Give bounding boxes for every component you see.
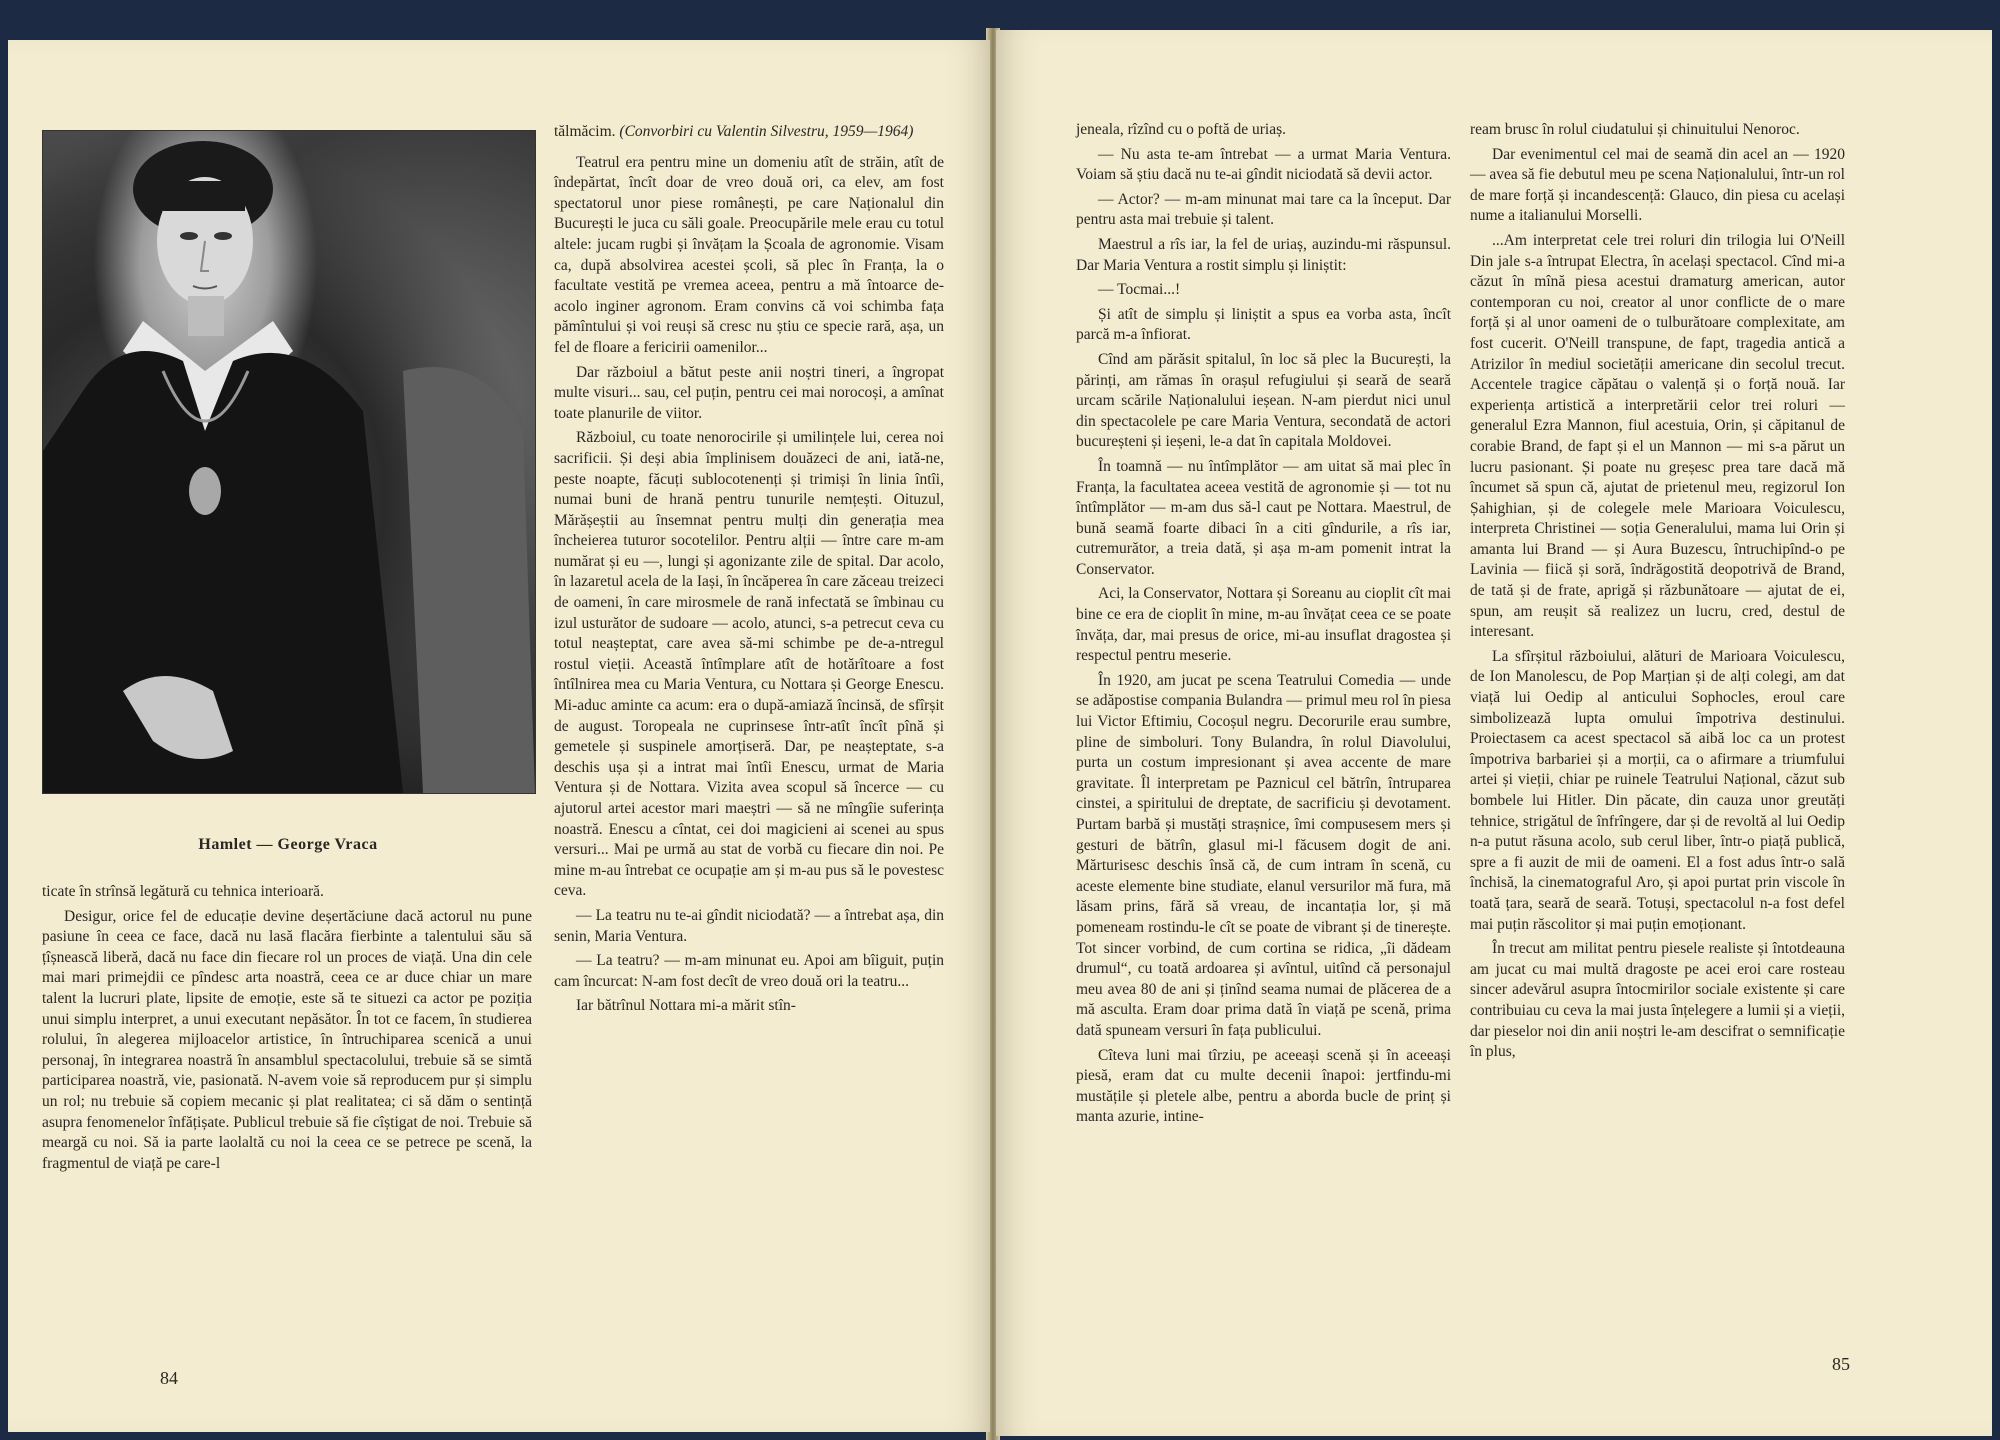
source-line: [554, 122, 944, 143]
photo-caption: Hamlet — George Vraca: [198, 836, 378, 853]
left-column-1: [42, 882, 532, 1178]
page-number-left: 84: [160, 1368, 178, 1388]
paragraph: Dar evenimentul cel mai de seamă din acel an — 1920 — avea să fie debutul meu pe scena Naționalului, într-un rol de mare forță și incandescență: Glauco, din piesa cu același nume a italianului Morselli.: [1470, 145, 1845, 225]
hamlet-portrait-photo: [42, 130, 536, 794]
paragraph: Aci, la Conservator, Nottara și Soreanu au cioplit cît mai bine ce era de cioplit în mine, m-au învățat ceea ce se poate învăța, dar, mai presus de orice, mi-au insuflat dragostea și respectul pentru meserie.: [1076, 585, 1451, 665]
paragraph: În 1920, am jucat pe scena Teatrului Comedia — unde se adăpostise compania Bulandra — primul meu rol în piesa lui Victor Eftimiu, Cocoșul negru. Decorurile erau sumbre, pline de simboluri. Tony Bulandra, în rolul Diavolului, purta un costum impresionant și avea accente de mare gravitate. Îl interpretam pe Paznicul cel bătrîn, întruparea cinstei, a spiritului de dreptate, de sacrificiu și devotament. Purtam barbă și mustăți strașnice, îmi compusesem mers și gesturi de bătrîn, glasul mi-l făcusem dogit de ani. Mărturisesc deschis însă că, de cum intram în scenă, cu aceste elemente bine studiate, elanul versurilor mă fura, mă lăsam prins, fără să vreau, de incantația lor, și mă pomeneam rostindu-le cît se poate de vibrant și de tinerește. Tot sincer vorbind, de cum cortina se ridica, „îi dădeam drumul“, cu toată ardoarea și avîntul, uitînd că personajul meu avea 80 de ani și ținînd seama numai de plăcerea de a mă asculta. Eram doar prima dată în viață pe scenă, prima dată spuneam versuri în fața publicului.: [1076, 671, 1451, 1039]
paragraph: Și atît de simplu și liniștit a spus ea vorba asta, încît parcă m-a înfiorat.: [1076, 305, 1451, 344]
paragraph: — Actor? — m-am minunat mai tare ca la început. Dar pentru asta mai trebuie și talent.: [1076, 190, 1451, 229]
paragraph: Teatrul era pentru mine un domeniu atît de străin, atît de îndepărtat, încît doar de vreo două ori, ca elev, am fost spectatorul unor piese românești, pe care Naționalul din București le juca cu săli goale. Preocupările mele erau cu totul altele: jucam rugbi și învățam la Școala de agronomie. Visam ca, după absolvirea acestei școli, să plec în Franța, la o facultate vestită pe vremea aceea, pentru a mă întoarce de-acolo inginer agronom. Eram convins că voi schimba fața pămîntului și voi reuși să cresc nu știu ce specie rară, așa, un fel de floare a fericirii oamenilor...: [554, 153, 944, 356]
paragraph: — Tocmai...!: [1098, 281, 1181, 299]
source-citation: (Convorbiri cu Valentin Silvestru, 1959—1964): [619, 123, 914, 140]
page-number-right: 85: [1832, 1354, 1850, 1374]
right-page: [996, 30, 1992, 1436]
paragraph: Maestrul a rîs iar, la fel de uriaș, auzindu-mi răspunsul. Dar Maria Ventura a rostit simplu și liniștit:: [1076, 235, 1451, 274]
paragraph: Războiul, cu toate nenorocirile și umilințele lui, cerea noi sacrificii. Și deși abia împlinisem douăzeci de ani, iată-ne, peste noapte, făcuți sublocotenenți și trimiși în linia întîi, numai buni de hrană pentru tunurile nemțești. Oituzul, Mărășeștii au însemnat pentru mulți din generația mea încheierea tuturor socotelilor. Pentru alții — între care m-am numărat și eu —, lungi și agonizante zile de spital. Dar acolo, în lazaretul acela de la Iași, în încăperea în care zăceau treizeci de oameni, în care mirosmele de rană infectată se îmbinau cu izul usturător de sudoare — acolo, atunci, s-a petrecut ceva cu totul neașteptat, care avea să-mi schimbe pe de-a-ntregul rostul vieții. Această întîmplare atît de hotărîtoare a fost întîlnirea mea cu Maria Ventura, cu Nottara și George Enescu. Mi-aduc aminte ca acum: era o după-amiază încinsă, de sfîrșit de august. Toropeala ne cuprinsese într-atît încît pînă și gemetele și suspinele amorțiseră. Dar, pe neașteptate, s-a deschis ușa și a intrat mai întîi Enescu, urmat de Maria Ventura și de Nottara. Vizita avea scopul să încerce — cu ajutorul artei acestor mari maeștri — să ne mîngîie suferința noastră. Enescu a cîntat, cei doi magicieni ai scenei au spus versuri... Mai pe urmă au stat de vorbă cu fiecare din noi. Pe mine m-au întrebat ce ocupație am și m-au pus să le povestesc ceva.: [554, 429, 944, 900]
left-page: [8, 40, 990, 1432]
paragraph: — Nu asta te-am întrebat — a urmat Maria Ventura. Voiam să știu dacă nu te-ai gîndit niciodată să devii actor.: [1076, 145, 1451, 184]
paragraph: ticate în strînsă legătură cu tehnica interioară.: [42, 883, 324, 900]
paragraph: Cîteva luni mai tîrziu, pe aceeași scenă și în aceeași piesă, eram dat cu multe decenii înapoi: jertfindu-mi mustățile și pletele albe, pentru a aborda bucle de prinț și manta azurie, intine-: [1076, 1046, 1451, 1126]
paragraph: — La teatru? — m-am minunat eu. Apoi am bîiguit, puțin cam încurcat: N-am fost decît de vreo două ori la teatru...: [554, 952, 944, 990]
paragraph: Iar bătrînul Nottara mi-a mărit stîn-: [576, 997, 796, 1015]
right-column-2: [1470, 120, 1845, 1067]
source-intro: tălmăcim.: [554, 123, 616, 140]
paragraph: Desigur, orice fel de educație devine deșertăciune dacă actorul nu pune pasiune în ceea ce face, dacă nu lasă flacăra fierbinte a talentului său să țîșnească liberă, dacă nu face din fiecare rol un proces de viață. Una din cele mai mari primejdii ce pîndesc arta noastră, ceea ce ar duce chiar un mare talent la lucruri plate, lipsite de emoție, este să te situezi ca actor pe poziția unui simplu interpret, a unui executant nepăsător. În tot ce facem, în studierea rolului, în alegerea mijloacelor artistice, în întruchiparea scenică a unui personaj, în integrarea noastră în ansamblul spectacolului, trebuie să se simtă participarea noastră, vie, pasionată. N-avem voie să reproducem pur și simplu un rol; nu trebuie să copiem mecanic și plat realitatea; ci să dăm o sentință asupra fenomenelor înfățișate. Publicul trebuie să fie cîștigat de noi. Trebuie să meargă cu noi. Să ia parte laolaltă cu noi la ceea ce se petrece pe scenă, la fragmentul de viață pe care-l: [42, 907, 532, 1172]
paragraph: — La teatru nu te-ai gîndit niciodată? — a întrebat așa, din senin, Maria Ventura.: [554, 906, 944, 945]
paragraph: În toamnă — nu întîmplător — am uitat să mai plec în Franța, la facultatea aceea vestită de agronomie și — tot nu întîmplător — m-am dus să-l caut pe Nottara. Maestrul, de bună seamă foarte dibaci în a citi gîndurile, a rîs iar, cutremurător, a treia dată, și așa m-am pomenit intrat la Conservator.: [1076, 457, 1451, 578]
right-column-1: [1076, 120, 1451, 1132]
paragraph: ...Am interpretat cele trei roluri din trilogia lui O'Neill Din jale s-a întrupat Electra, în același spectacol. Cînd mi-a căzut în mînă piesa acestui dramaturg american, autor contemporan cu noi, creator al unor conflicte de o mare forță și al unor oameni de o tulburătoare complexitate, am fost cucerit. O'Neill transpune, de fapt, tragedia antică a Atrizilor în mediul societății americane din secolul trecut. Accentele tragice căpătau o valență și o forță nouă. Iar experiența artistică a interpretării celor trei roluri — generalul Ezra Mannon, fiul acestuia, Orin, și căpitanul de corabie Brand, de fapt și el un Mannon — mi s-a părut un lucru pasionant. Și poate nu greșesc prea tare dacă mă încumet să spun că, ajutat de prietenul meu, regizorul Ion Șahighian, și de colegele mele Marioara Voiculescu, interpreta Christinei — soția Generalului, mama lui Orin și amanta lui Brand — și Aura Buzescu, întruchipînd-o pe Lavinia — fiică și soră, îndrăgostită deopotrivă de Brand, de tată și de frate, aprigă și răzbunătoare — ajutat de ei, spun, am reușit să realizez un lucru, cred, destul de interesant.: [1470, 231, 1845, 641]
paragraph: În trecut am militat pentru piesele realiste și întotdeauna am jucat cu mai multă dragoste pe acei eroi care rosteau sincer adevărul asupra întocmirilor sociale existente și care contribuiau cu ceva la mai justa înțelegere a lumii și a vieții, dar pieselor noi din anii noștri le-am descifrat o semnificație în plus,: [1470, 940, 1845, 1061]
portrait-figure: [43, 131, 535, 793]
paragraph: jeneala, rîzînd cu o poftă de uriaș.: [1076, 121, 1287, 138]
paragraph: ream brusc în rolul ciudatului și chinuitului Nenoroc.: [1470, 121, 1800, 138]
paragraph: Cînd am părăsit spitalul, în loc să plec la București, la părinți, am rămas în orașul refugiului și seară de seară urcam scările Naționalului ieșean. N-am pierdut nici unul din spectacolele pe care Maria Ventura, secondată de actori bucureșteni și ieșeni, le-a dat în capitala Moldovei.: [1076, 350, 1451, 451]
left-column-2: [554, 122, 944, 1021]
paragraph: La sfîrșitul războiului, alături de Marioara Voiculescu, de Ion Manolescu, de Pop Marțian și de alți colegi, am dat viață lui Oedip al anticului Sophocles, eroul care simbolizează lupta omului împotriva destinului. Proiectasem ca acest spectacol să aibă loc ca un protest împotriva barbariei și a morții, ca o afirmare a triumfului artei și vieții, chiar pe ruinele Teatrului Național, căzut sub bombele lui Hitler. Din păcate, din cauza unor greutăți tehnice, strigătul de înfrîngere, dar și de revoltă al lui Oedip n-a putut răsuna acolo, sub cerul liber, într-o piață publică, spre a fi auzit de mii de oameni. El a fost adus într-o sală închisă, la cinematograful Aro, și apoi purtat prin viscole în toată țara, seară de seară. Totuși, spectacolul n-a fost defel mai puțin răscolitor și mai puțin emoționant.: [1470, 647, 1845, 933]
paragraph: Dar războiul a bătut peste anii noștri tineri, a îngropat multe visuri... sau, cel puțin, pentru cei mai norocoși, a amînat toate planurile de viitor.: [554, 363, 944, 422]
